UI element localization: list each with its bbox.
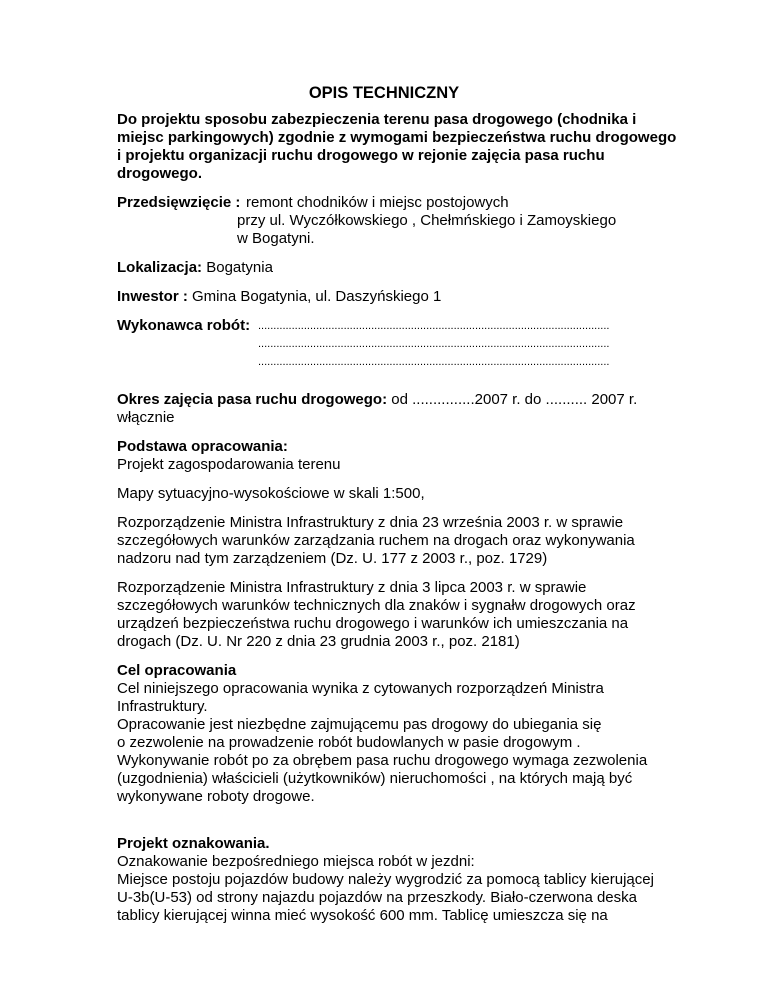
podstawa-item-4-line-2: szczegółowych warunków technicznych dla znaków i sygnałw drogowych oraz <box>117 597 636 614</box>
cel-line-2: Infrastruktury. <box>117 698 208 715</box>
okres-value: od ...............2007 r. do .......... 2007 r. <box>391 391 638 408</box>
cel-line-1: Cel niniejszego opracowania wynika z cytowanych rozporządzeń Ministra <box>117 680 604 697</box>
intro-line-4: drogowego. <box>117 165 202 182</box>
wykonawca-label: Wykonawca robót: <box>117 317 251 334</box>
intro-line-1: Do projektu sposobu zabezpieczenia terenu pasa drogowego (chodnika i <box>117 111 637 128</box>
cel-line-6: (uzgodnienia) właścicieli (użytkowników) nieruchomości , na których mają być <box>117 770 633 787</box>
projekt-line-1: Oznakowanie bezpośredniego miejsca robót w jezdni: <box>117 853 475 870</box>
okres-label: Okres zajęcia pasa ruchu drogowego: <box>117 391 388 408</box>
podstawa-item-3-line-2: szczegółowych warunków zarządzania ruchem na drogach oraz wykonywania <box>117 532 635 549</box>
przedsiewziecie-line-2: przy ul. Wyczółkowskiego , Chełmńskiego i Zamoyskiego <box>237 212 617 229</box>
inwestor-label: Inwestor : <box>117 288 188 305</box>
podstawa-item-2: Mapy sytuacyjno-wysokościowe w skali 1:500, <box>117 485 425 502</box>
projekt-heading: Projekt oznakowania. <box>117 835 270 852</box>
wykonawca-dots-3: ................................................................................................................... <box>258 356 610 368</box>
podstawa-item-4-line-1: Rozporządzenie Ministra Infrastruktury z dnia 3 lipca 2003 r. w sprawie <box>117 579 587 596</box>
cel-line-5: Wykonywanie robót po za obrębem pasa ruchu drogowego wymaga zezwolenia <box>117 752 648 769</box>
cel-line-7: wykonywane roboty drogowe. <box>117 788 315 805</box>
inwestor-row <box>117 288 441 306</box>
podstawa-item-4-line-4: drogach (Dz. U. Nr 220 z dnia 23 grudnia 2003 r., poz. 2181) <box>117 633 520 650</box>
wykonawca-dots-2: ................................................................................................................... <box>258 338 610 350</box>
cel-line-4: o zezwolenie na prowadzenie robót budowlanych w pasie drogowym . <box>117 734 581 751</box>
podstawa-heading: Podstawa opracowania: <box>117 438 288 455</box>
cel-line-3: Opracowanie jest niezbędne zajmującemu pas drogowy do ubiegania się <box>117 716 602 733</box>
projekt-line-3: U-3b(U-53) od strony najazdu pojazdów na przeszkody. Biało-czerwona deska <box>117 889 637 906</box>
przedsiewziecie-label: Przedsięwzięcie : <box>117 194 241 211</box>
cel-heading: Cel opracowania <box>117 662 237 679</box>
lokalizacja-value: Bogatynia <box>206 259 273 276</box>
lokalizacja-label: Lokalizacja: <box>117 259 203 276</box>
okres-row <box>117 391 637 409</box>
page-title: OPIS TECHNICZNY <box>308 84 460 102</box>
podstawa-item-3-line-1: Rozporządzenie Ministra Infrastruktury z dnia 23 września 2003 r. w sprawie <box>117 514 624 531</box>
inwestor-value: Gmina Bogatynia, ul. Daszyńskiego 1 <box>192 288 442 305</box>
podstawa-item-4-line-3: urządzeń bezpieczeństwa ruchu drogowego i warunków ich umieszczania na <box>117 615 629 632</box>
przedsiewziecie-line-1: remont chodników i miejsc postojowych <box>246 194 509 211</box>
okres-line-2: włącznie <box>117 409 175 426</box>
projekt-line-2: Miejsce postoju pojazdów budowy należy wygrodzić za pomocą tablicy kierującej <box>117 871 654 888</box>
intro-line-3: i projektu organizacji ruchu drogowego w rejonie zajęcia pasa ruchu <box>117 147 605 164</box>
wykonawca-dots-1: ................................................................................................................... <box>258 320 610 332</box>
podstawa-item-3-line-3: nadzoru nad tym zarządzeniem (Dz. U. 177 z 2003 r., poz. 1729) <box>117 550 548 567</box>
lokalizacja-row <box>117 259 273 277</box>
intro-line-2: miejsc parkingowych) zgodnie z wymogami bezpieczeństwa ruchu drogowego <box>117 129 677 146</box>
projekt-line-4: tablicy kierującej winna mieć wysokość 600 mm. Tablicę umieszcza się na <box>117 907 608 924</box>
podstawa-item-1: Projekt zagospodarowania terenu <box>117 456 341 473</box>
przedsiewziecie-line-3: w Bogatyni. <box>237 230 315 247</box>
